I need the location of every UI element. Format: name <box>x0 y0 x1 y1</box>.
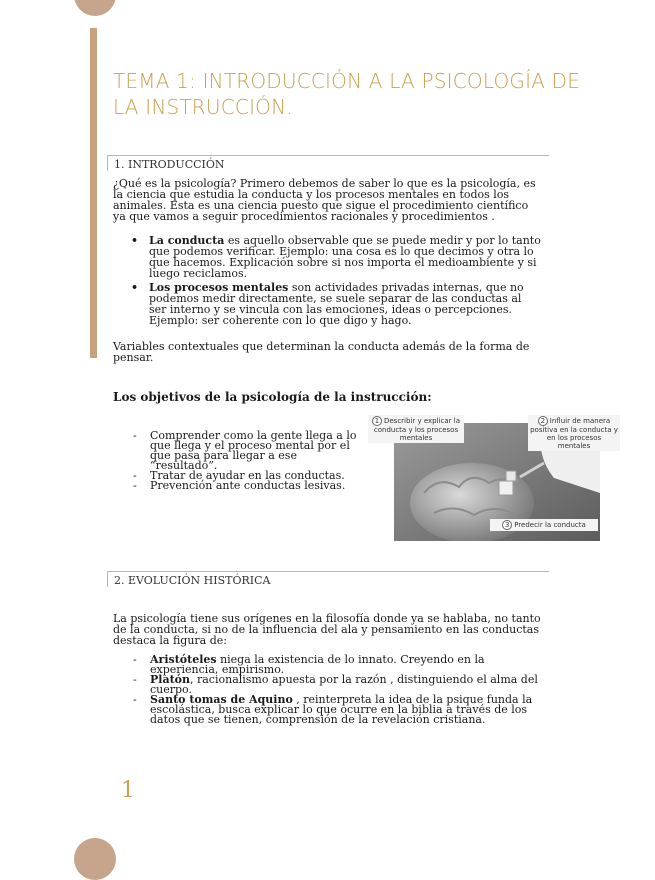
list-item: - Aristóteles niega la existencia de lo innato. Creyendo en la experiencia, empirismo. <box>133 653 485 676</box>
bullet-icon: • <box>131 234 139 247</box>
term: Los procesos mentales <box>149 281 289 294</box>
number-badge: 1 <box>372 416 382 426</box>
objectives-heading: Los objetivos de la psicología de la instrucción: <box>113 390 432 404</box>
list-item: - Santo tomas de Aquino , reinterpreta la idea de la psique funda la escolástica, busca explicar lo que ocurre en la biblia a través de los datos que se tienen, comprensión de la revelación cristiana. <box>133 693 533 726</box>
number-badge: 3 <box>502 520 512 530</box>
psychology-goals-figure <box>368 415 616 543</box>
decorative-circle-bottom <box>74 838 116 880</box>
term: Santo tomas de Aquino <box>150 693 293 706</box>
term: La conducta <box>149 234 225 247</box>
definition: es aquello observable que se puede medir y por lo tanto que podemos verificar. Ejemplo: una cosa es lo que decimos y otra lo que hacemos. Explicación sobre si nos importa el medioambiente y si luego reciclamos. <box>149 234 541 280</box>
list-item: - Comprender como la gente llega a lo que llega y el proceso mental por el que pasa para llegar a ese “resultado”. <box>133 429 357 472</box>
section-heading-evolucion: 2. EVOLUCIÓN HISTÓRICA <box>107 571 549 587</box>
decorative-circle-top <box>74 0 116 16</box>
figure-caption-predict: 3 Predecir la conducta <box>490 519 598 531</box>
bullet-icon: • <box>131 281 139 294</box>
page-number: 1 <box>121 778 135 803</box>
variables-paragraph: Variables contextuales que determinan la conducta además de la forma de pensar. <box>113 340 530 364</box>
history-paragraph: La psicología tiene sus orígenes en la filosofía donde ya se hablaba, no tanto de la conducta, si no de la influencia del ala y pensamiento en las conductas destaca la figura de: <box>113 612 541 647</box>
section-heading-introduccion: 1. INTRODUCCIÓN <box>107 155 549 171</box>
decorative-vertical-bar <box>90 28 97 358</box>
intro-paragraph: ¿Qué es la psicología? Primero debemos de saber lo que es la psicología, es la ciencia que estudia la conducta y los procesos mentales en todos los animales. Esta es una ciencia puesto que sigue el procedimiento científico ya que vamos a seguir procedimientos racionales y procedimientos . <box>113 177 536 223</box>
definitions-list <box>113 235 541 329</box>
page-title: TEMA 1: INTRODUCCIÓN A LA PSICOLOGÍA DE LA INSTRUCCIÓN. <box>113 69 581 119</box>
list-item: - Prevención ante conductas lesivas. <box>133 479 346 492</box>
list-item <box>113 235 541 279</box>
figure-caption-influence: 2 Influir de manera positiva en la conducta y en los procesos mentales <box>528 415 620 451</box>
list-item: - Tratar de ayudar en las conductas. <box>133 469 345 482</box>
philosophers-list <box>131 655 543 725</box>
term: Aristóteles <box>150 653 217 666</box>
definition: son actividades privadas internas, que no podemos medir directamente, se suele separar de las conductas al ser interno y se vincula con las emociones, ideas o percepciones. Ejemplo: ser coherente con lo que digo y hago. <box>149 281 524 327</box>
term: Platón <box>150 673 190 686</box>
list-item: - Platón, racionalismo apuesta por la razón , distinguiendo el alma del cuerpo. <box>133 673 538 696</box>
list-item <box>113 282 541 326</box>
figure-caption-describe: 1 Describir y explicar la conducta y los procesos mentales <box>368 415 464 443</box>
objectives-list <box>131 431 361 491</box>
number-badge: 2 <box>538 416 548 426</box>
